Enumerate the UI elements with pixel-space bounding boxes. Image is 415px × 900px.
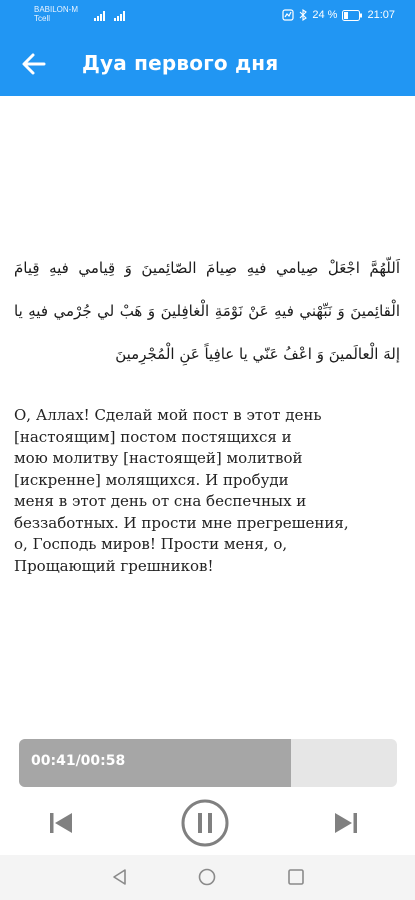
status-bar: [0, 0, 415, 34]
back-arrow-icon[interactable]: [20, 50, 48, 78]
battery-icon: [342, 10, 362, 21]
translation-text: [14, 405, 406, 577]
nav-back-icon[interactable]: [111, 868, 129, 886]
translation-line: [искренне] молящихся. И пробуди: [14, 470, 289, 489]
carrier-info: [34, 5, 78, 23]
translation-line: мою молитву [настоящей] молитвой: [14, 449, 303, 467]
carrier-secondary: Tcell: [34, 14, 51, 23]
clock: 21:07: [367, 9, 395, 21]
translation-line: Прощающий грешников!: [14, 556, 214, 575]
playback-controls: [0, 795, 415, 855]
battery-percent: 24 %: [312, 9, 338, 21]
translation-line: [настоящим] постом постящихся и: [14, 427, 292, 446]
signal-icon: [114, 11, 126, 21]
status-right: [282, 9, 395, 21]
audio-progress-bar[interactable]: [19, 739, 397, 787]
translation-line: меня в этот день от сна беспечных и: [14, 492, 307, 510]
translation-line: о, Господь миров! Прости меня, о,: [14, 535, 288, 553]
translation-line: О, Аллах! Сделай мой пост в этот день: [14, 406, 322, 424]
signal-icon: [94, 11, 106, 21]
skip-next-icon[interactable]: [332, 809, 360, 837]
nav-recents-icon[interactable]: [287, 868, 305, 886]
system-nav-bar: [0, 855, 415, 900]
pause-icon[interactable]: [180, 798, 230, 848]
skip-previous-icon[interactable]: [47, 809, 75, 837]
arabic-dua-text: اَللّهُمَّ اجْعَلْ صِيامي فيهِ صِيامَ الصّائِمينَ وَ قِيامي فيهِ قِيامَ الْقائِمينَ وَ نَبِّهْني فيهِ عَنْ نَوْمَةِ الْغافِلينَ وَ هَبْ لي جُرْمي فيهِ يا إلهَ الْعالَمينَ وَ اعْفُ عَنّي يا عافِياً عَنِ الْمُجْرِمينَ: [14, 259, 400, 363]
audio-time-label: 00:41/00:58: [31, 753, 126, 769]
page-title: Дуа первого дня: [82, 51, 279, 75]
carrier-name: BABILON-M: [34, 5, 79, 14]
bluetooth-icon: [299, 9, 307, 21]
notification-icon: [282, 9, 294, 21]
nav-home-icon[interactable]: [198, 868, 216, 886]
translation-line: беззаботных. И прости мне прегрешения,: [14, 513, 349, 532]
app-bar: [0, 34, 415, 96]
